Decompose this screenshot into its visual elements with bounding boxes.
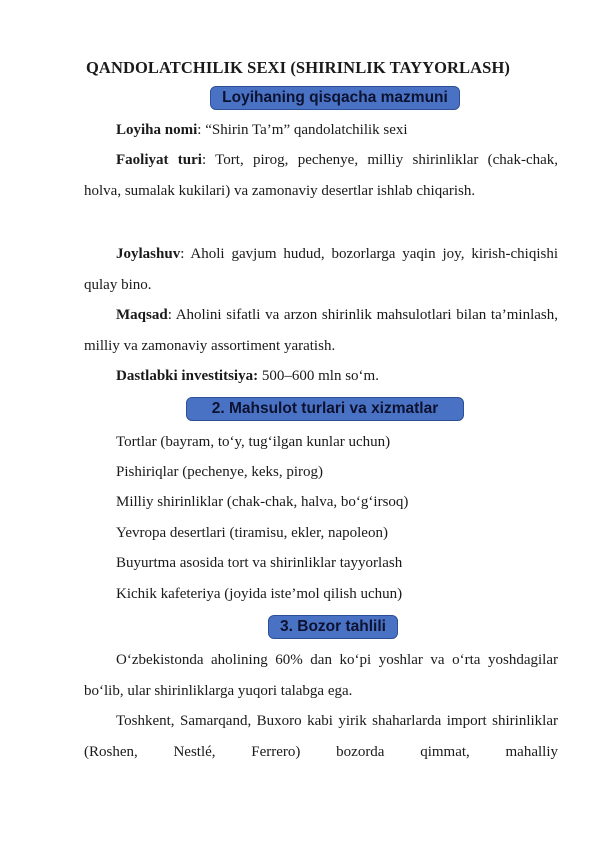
document-title: QANDOLATCHILIK SEXI (SHIRINLIK TAYYORLASH) xyxy=(86,58,510,77)
section2-heading xyxy=(186,397,464,421)
project-name-label: Loyiha nomi xyxy=(116,122,198,138)
section3-heading-text: 3. Bozor tahlili xyxy=(280,618,386,635)
goal-label: Maqsad xyxy=(116,307,168,323)
product-item: Tortlar (bayram, to‘y, tug‘ilgan kunlar uchun) xyxy=(116,434,391,450)
section3-heading xyxy=(268,615,398,639)
section1-heading-text: Loyihaning qisqacha mazmuni xyxy=(222,89,448,106)
section1-heading xyxy=(210,86,460,110)
investment-paragraph xyxy=(84,361,558,392)
activity-type-text: : Tort, pirog, pechenye, milliy shirinliklar (chak-chak, holva, sumalak kukilari) va zamonaviy desertlar ishlab chiqarish. xyxy=(84,152,559,199)
location-paragraph xyxy=(84,239,558,301)
activity-type-paragraph xyxy=(84,145,558,207)
section2-heading-text: 2. Mahsulot turlari va xizmatlar xyxy=(211,400,439,417)
market-paragraph-2: Toshkent, Samarqand, Buxoro kabi yirik shaharlarda import shirinliklar (Roshen, Nestlé, Ferrero) bozorda qimmat, mahalliy xyxy=(84,713,558,760)
market-paragraph-1: O‘zbekistonda aholining 60% dan ko‘pi yoshlar va o‘rta yoshdagilar bo‘lib, ular shirinliklarga yuqori talabga ega. xyxy=(84,652,558,699)
project-name-paragraph xyxy=(84,115,558,146)
location-label: Joylashuv xyxy=(116,246,181,262)
goal-text: : Aholini sifatli va arzon shirinlik mahsulotlari bilan ta’minlash, milliy va zamonaviy assortiment yaratish. xyxy=(84,307,558,354)
project-name-text: : “Shirin Ta’m” qandolatchilik sexi xyxy=(197,122,408,138)
activity-type-label: Faoliyat turi xyxy=(116,152,202,168)
product-item: Yevropa desertlari (tiramisu, ekler, napoleon) xyxy=(116,525,388,541)
investment-text: 500–600 mln so‘m. xyxy=(258,368,379,384)
location-text: : Aholi gavjum hudud, bozorlarga yaqin joy, kirish-chiqishi qulay bino. xyxy=(84,246,558,293)
product-item: Kichik kafeteriya (joyida iste’mol qilish uchun) xyxy=(116,586,403,602)
investment-label: Dastlabki investitsiya: xyxy=(116,368,259,384)
product-item: Milliy shirinliklar (chak-chak, halva, bo‘g‘irsoq) xyxy=(116,494,409,510)
product-item: Pishiriqlar (pechenye, keks, pirog) xyxy=(116,464,324,480)
goal-paragraph xyxy=(84,300,558,362)
product-item: Buyurtma asosida tort va shirinliklar tayyorlash xyxy=(116,555,403,571)
